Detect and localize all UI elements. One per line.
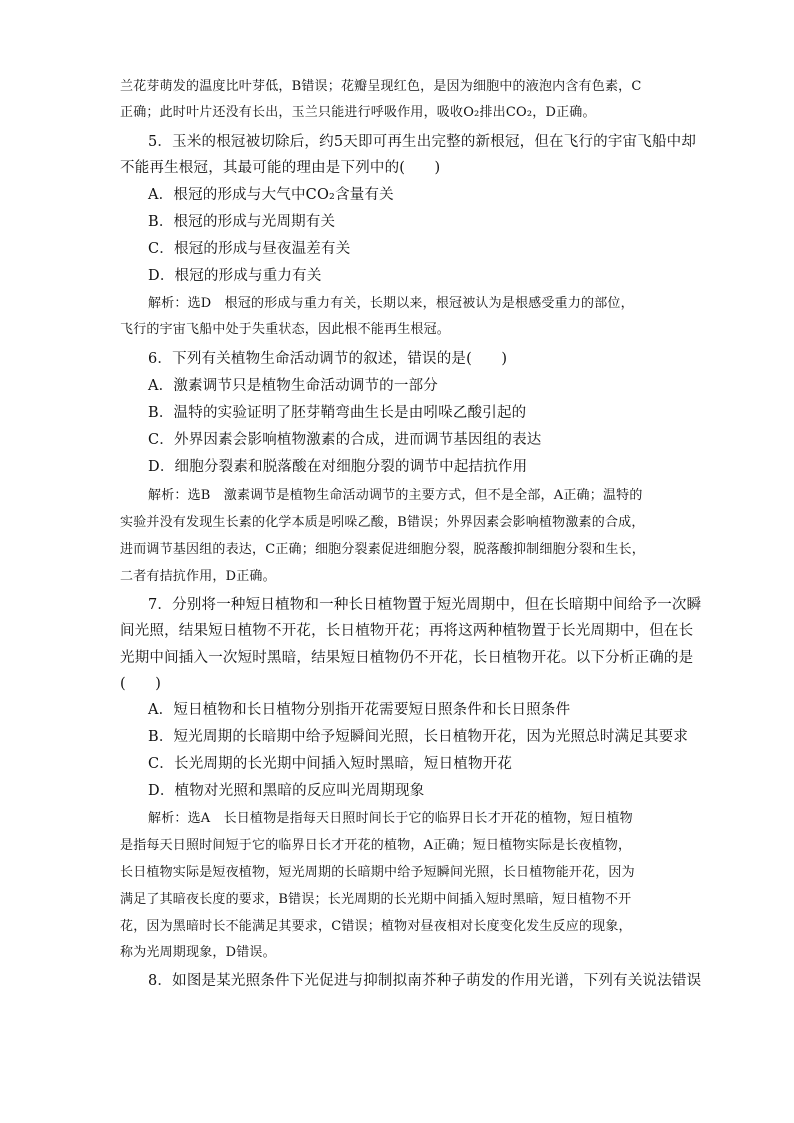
text-line: D．植物对光照和黑暗的反应叫光周期现象 xyxy=(148,783,425,799)
text-line: 光期中间插入一次短时黑暗，结果短日植物仍不开花，长日植物开花。以下分析正确的是 xyxy=(120,650,694,666)
text-line: B．根冠的形成与光周期有关 xyxy=(148,214,336,230)
text-line: 6．下列有关植物生命活动调节的叙述，错误的是( ) xyxy=(148,351,508,367)
text-line: 8．如图是某光照条件下光促进与抑制拟南芥种子萌发的作用光谱，下列有关说法错误 xyxy=(148,973,702,989)
text-line: 二者有拮抗作用，D正确。 xyxy=(120,569,276,584)
text-line: 飞行的宇宙飞船中处于失重状态，因此根不能再生根冠。 xyxy=(120,322,451,337)
text-line: 进而调节基因组的表达，C正确；细胞分裂素促进细胞分裂，脱落酸抑制细胞分裂和生长， xyxy=(120,542,645,557)
text-line: D．根冠的形成与重力有关 xyxy=(148,268,322,284)
text-line: C．根冠的形成与昼夜温差有关 xyxy=(148,241,351,257)
text-line: C．长光周期的长光期中间插入短时黑暗，短日植物开花 xyxy=(148,756,513,772)
text-line: 实验并没有发现生长素的化学本质是吲哚乙酸，B错误；外界因素会影响植物激素的合成， xyxy=(120,515,645,530)
text-line: A．激素调节只是植物生命活动调节的一部分 xyxy=(148,378,438,394)
text-line: D．细胞分裂素和脱落酸在对细胞分裂的调节中起拮抗作用 xyxy=(148,459,528,475)
text-line: 满足了其暗夜长度的要求，B错误；长光周期的长光期中间插入短时黑暗，短日植物不开 xyxy=(120,892,632,907)
text-line: 兰花芽萌发的温度比叶芽低，B错误；花瓣呈现红色，是因为细胞中的液泡内含有色素，C xyxy=(120,79,642,94)
text-line: A．短日植物和长日植物分别指开花需要短日照条件和长日照条件 xyxy=(148,702,571,718)
text-line: 解析：选B 激素调节是植物生命活动调节的主要方式，但不是全部，A正确；温特的 xyxy=(148,488,643,503)
text-line: 长日植物实际是短夜植物，短光周期的长暗期中给予短瞬间光照，长日植物能开花，因为 xyxy=(120,865,635,880)
text-line: 称为光周期现象，D错误。 xyxy=(120,945,276,960)
text-line: 花，因为黑暗时长不能满足其要求，C错误；植物对昼夜相对长度变化发生反应的现象， xyxy=(120,919,632,934)
text-line: 不能再生根冠，其最可能的理由是下列中的( ) xyxy=(120,160,441,176)
text-line: 是指每天日照时间短于它的临界日长才开花的植物，A正确；短日植物实际是长夜植物， xyxy=(120,838,632,853)
text-line: 解析：选D 根冠的形成与重力有关，长期以来，根冠被认为是根感受重力的部位， xyxy=(148,296,634,311)
text-line: 间光照，结果短日植物不开花，长日植物开花；再将这两种植物置于长光周期中，但在长 xyxy=(120,623,694,639)
text-line: B．短光周期的长暗期中给予短瞬间光照，长日植物开花，因为光照总时满足其要求 xyxy=(148,729,689,745)
text-line: C．外界因素会影响植物激素的合成，进而调节基因组的表达 xyxy=(148,432,542,448)
text-line: 解析：选A 长日植物是指每天日照时间长于它的临界日长才开花的植物，短日植物 xyxy=(148,811,633,826)
text-line: ( ) xyxy=(120,676,162,692)
text-line: 5．玉米的根冠被切除后，约5天即可再生出完整的新根冠，但在飞行的宇宙飞船中却 xyxy=(148,134,697,150)
text-line: A．根冠的形成与大气中CO₂含量有关 xyxy=(148,187,394,203)
text-line: 正确；此时叶片还没有长出，玉兰只能进行呼吸作用，吸收O₂排出CO₂，D正确。 xyxy=(120,105,596,120)
text-line: 7．分别将一种短日植物和一种长日植物置于短光周期中，但在长暗期中间给予一次瞬 xyxy=(148,597,702,613)
text-line: B．温特的实验证明了胚芽鞘弯曲生长是由吲哚乙酸引起的 xyxy=(148,405,527,421)
